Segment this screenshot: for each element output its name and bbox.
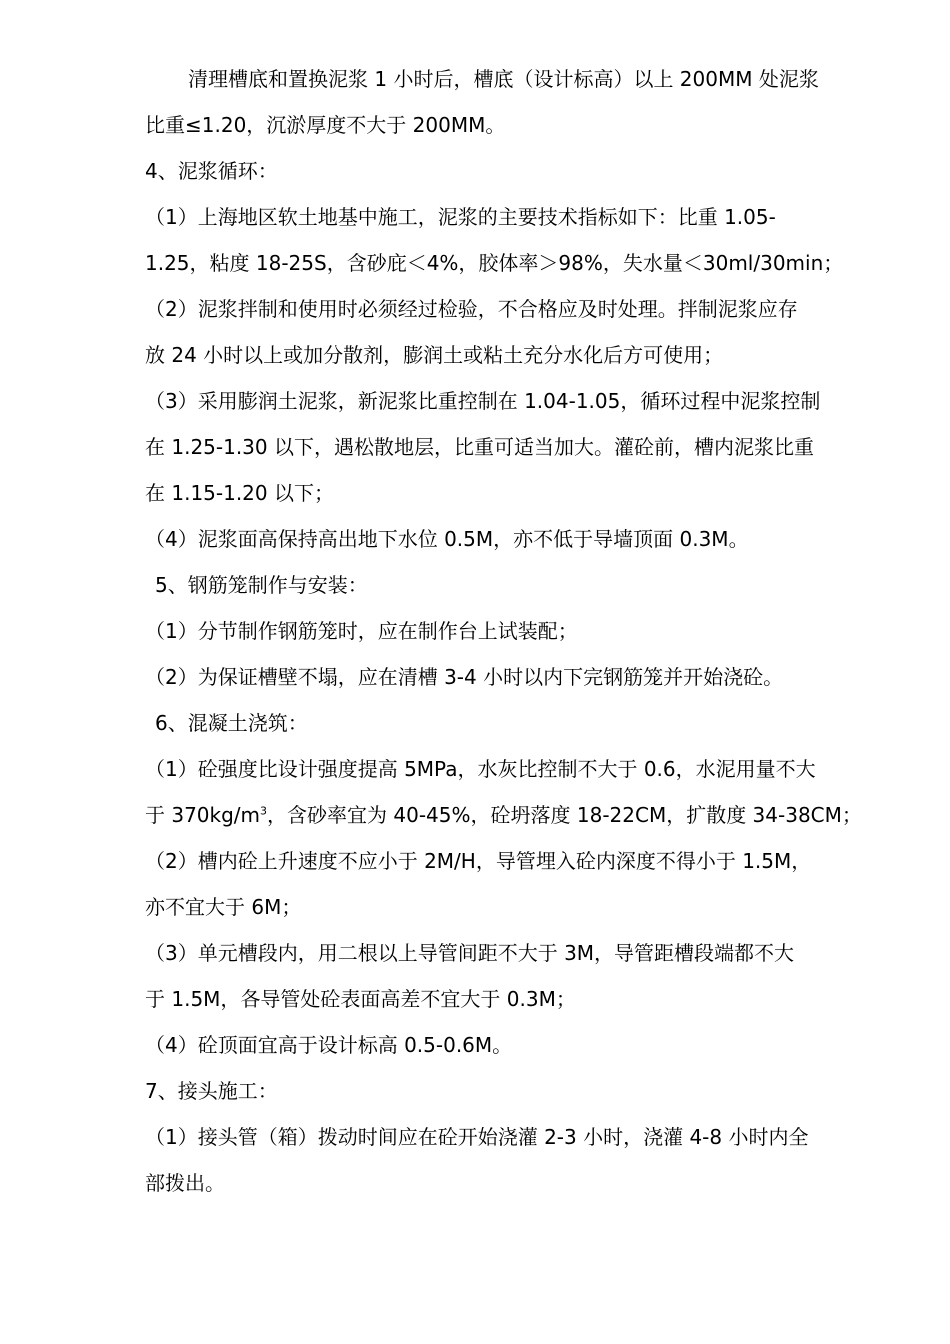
list-item-line: （1）分节制作钢筋笼时，应在制作台上试装配； <box>145 619 578 643</box>
list-item-line: 放 24 小时以上或加分散剂，膨润土或粘土充分水化后方可使用； <box>145 343 724 367</box>
paragraph-line: 比重≤1.20，沉淤厚度不大于 200MM。 <box>145 113 506 137</box>
list-item-line: 1.25，粘度 18-25S，含砂庇＜4%，胶体率＞98%，失水量＜30ml/30min； <box>145 251 844 275</box>
text-run: ，含砂率宜为 40-45%，砼坍落度 18-22CM，扩散度 34-38CM； <box>267 803 862 827</box>
list-item-line: （3）单元槽段内，用二根以上导管间距不大于 3M，导管距槽段端都不大 <box>145 941 795 965</box>
paragraph-line: 清理槽底和置换泥浆 1 小时后，槽底（设计标高）以上 200MM 处泥浆 <box>188 67 819 91</box>
section-heading-joint-construction: 7、接头施工： <box>145 1079 278 1103</box>
superscript: 3 <box>260 804 268 818</box>
section-heading-mud-circulation: 4、泥浆循环： <box>145 159 278 183</box>
list-item-line: 部拨出。 <box>145 1171 225 1195</box>
list-item-line: 亦不宜大于 6M； <box>145 895 302 919</box>
list-item-line: （3）采用膨润土泥浆，新泥浆比重控制在 1.04-1.05，循环过程中泥浆控制 <box>145 389 821 413</box>
list-item-line: （1）上海地区软土地基中施工，泥浆的主要技术指标如下：比重 1.05- <box>145 205 776 229</box>
list-item-line: 在 1.15-1.20 以下； <box>145 481 334 505</box>
list-item-line: （2）槽内砼上升速度不应小于 2M/H，导管埋入砼内深度不得小于 1.5M， <box>145 849 812 873</box>
list-item-line: （1）砼强度比设计强度提高 5MPa，水灰比控制不大于 0.6，水泥用量不大 <box>145 757 816 781</box>
section-heading-concrete-pouring: 6、混凝土浇筑： <box>155 711 308 735</box>
list-item-line: 在 1.25-1.30 以下，遇松散地层，比重可适当加大。灌砼前，槽内泥浆比重 <box>145 435 814 459</box>
list-item-line: （1）接头管（箱）拨动时间应在砼开始浇灌 2-3 小时，浇灌 4-8 小时内全 <box>145 1125 809 1149</box>
list-item-line: （2）为保证槽壁不塌，应在清槽 3-4 小时以内下完钢筋笼并开始浇砼。 <box>145 665 784 689</box>
section-heading-rebar-cage: 5、钢筋笼制作与安装： <box>155 573 368 597</box>
list-item-line <box>145 792 875 838</box>
list-item-line: （4）砼顶面宜高于设计标高 0.5-0.6M。 <box>145 1033 513 1057</box>
list-item-line: （2）泥浆拌制和使用时必须经过检验，不合格应及时处理。拌制泥浆应存 <box>145 297 798 321</box>
document-body <box>145 56 875 1206</box>
text-run: 于 370kg/m <box>145 803 261 827</box>
list-item-line: （4）泥浆面高保持高出地下水位 0.5M，亦不低于导墙顶面 0.3M。 <box>145 527 749 551</box>
list-item-line: 于 1.5M，各导管处砼表面高差不宜大于 0.3M； <box>145 987 576 1011</box>
